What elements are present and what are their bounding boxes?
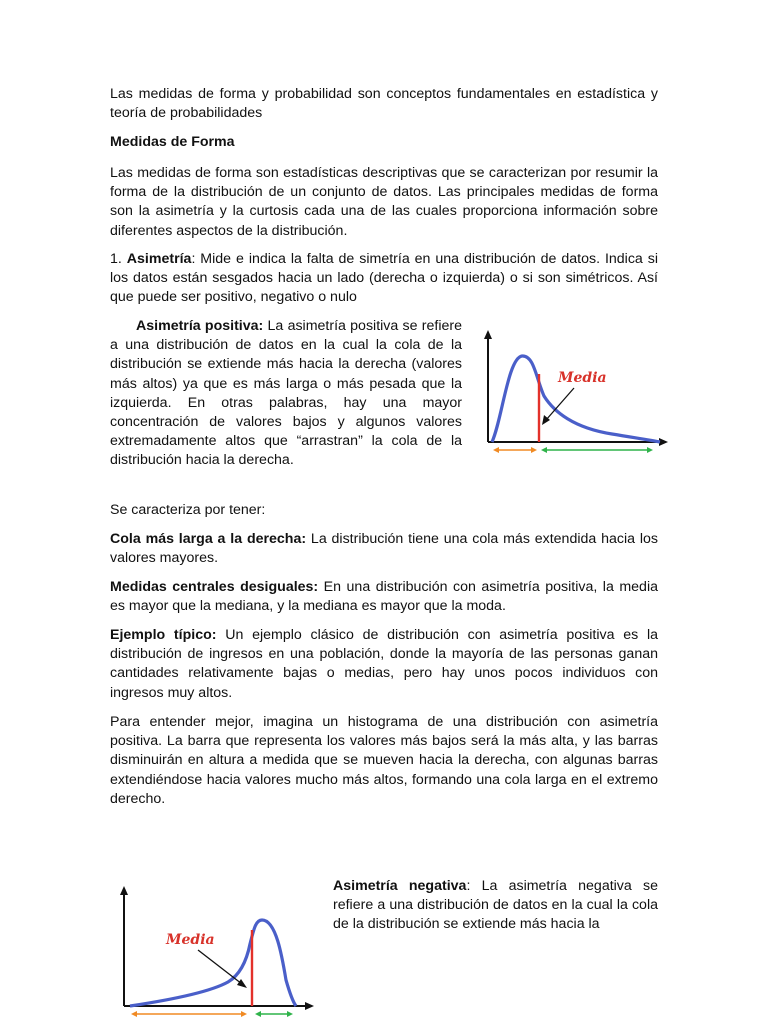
- histogram-paragraph: Para entender mejor, imagina un histograma de una distribución con asimetría positiva. La barra que representa los valores más bajos será la más alta, y las barras disminuirán en altura a medida que se mueven hacia la derecha, con algunas barras extendiéndose hacia valores mucho más altos, formando una cola larga en el extremo derecho.: [110, 714, 658, 807]
- y-axis: [484, 330, 492, 442]
- negative-skew-figure: [110, 880, 316, 1024]
- central-measures-paragraph: Medidas centrales desiguales: En una distribución con asimetría positiva, la media es mayor que la mediana, y la mediana es mayor que la moda.: [110, 579, 658, 615]
- mean-label: Media: [166, 932, 215, 948]
- right-range-arrow: [255, 1011, 293, 1017]
- positive-asymmetry-paragraph: Asimetría positiva: La asimetría positiva se refiere a una distribución de datos en la cual la cola de la distribución se extiende más hacia la derecha (valores más altos) ya que es más larga o más pesada que la izquierda. En otras palabras, hay una mayor concentración de valores bajos y algunos valores extremadamente altos que “arrastran” la cola de la distribución hacia la derecha.: [110, 318, 462, 469]
- mean-label: Media: [558, 370, 607, 386]
- left-range-arrow: [493, 447, 537, 453]
- intro-paragraph: Las medidas de forma y probabilidad son conceptos fundamentales en estadística y teoría de probabilidades: [110, 86, 658, 122]
- characterized-line: Se caracteriza por tener:: [110, 502, 266, 518]
- asymmetry-item: 1. Asimetría: Mide e indica la falta de simetría en una distribución de datos. Indica si los datos están sesgados hacia un lado (derecha o izquierda) o si son simétricos. Así que puede ser positivo, negativo o nulo: [110, 251, 658, 306]
- left-range-arrow: [131, 1011, 247, 1017]
- negative-asymmetry-paragraph: Asimetría negativa: La asimetría negativa se refiere a una distribución de datos en la cual la cola de la distribución se extiende más hacia la: [333, 878, 658, 933]
- tail-paragraph: Cola más larga a la derecha: La distribución tiene una cola más extendida hacia los valores mayores.: [110, 531, 658, 567]
- right-range-arrow: [541, 447, 653, 453]
- skew-curve: [492, 356, 660, 442]
- section-heading: Medidas de Forma: [110, 134, 235, 150]
- y-axis: [120, 886, 128, 1006]
- positive-skew-figure: [478, 328, 670, 458]
- example-paragraph: Ejemplo típico: Un ejemplo clásico de distribución con asimetría positiva es la distribución de ingresos en una población, donde la mayoría de las personas ganan cantidades relativamente bajas o medias, pero hay unos pocos individuos con ingresos muy altos.: [110, 627, 658, 701]
- shape-paragraph: Las medidas de forma son estadísticas descriptivas que se caracterizan por resumir la forma de la distribución de un conjunto de datos. Las principales medidas de forma son la asimetría y la curtosis cada una de las cuales proporciona información sobre diferentes aspectos de la distribución.: [110, 165, 658, 239]
